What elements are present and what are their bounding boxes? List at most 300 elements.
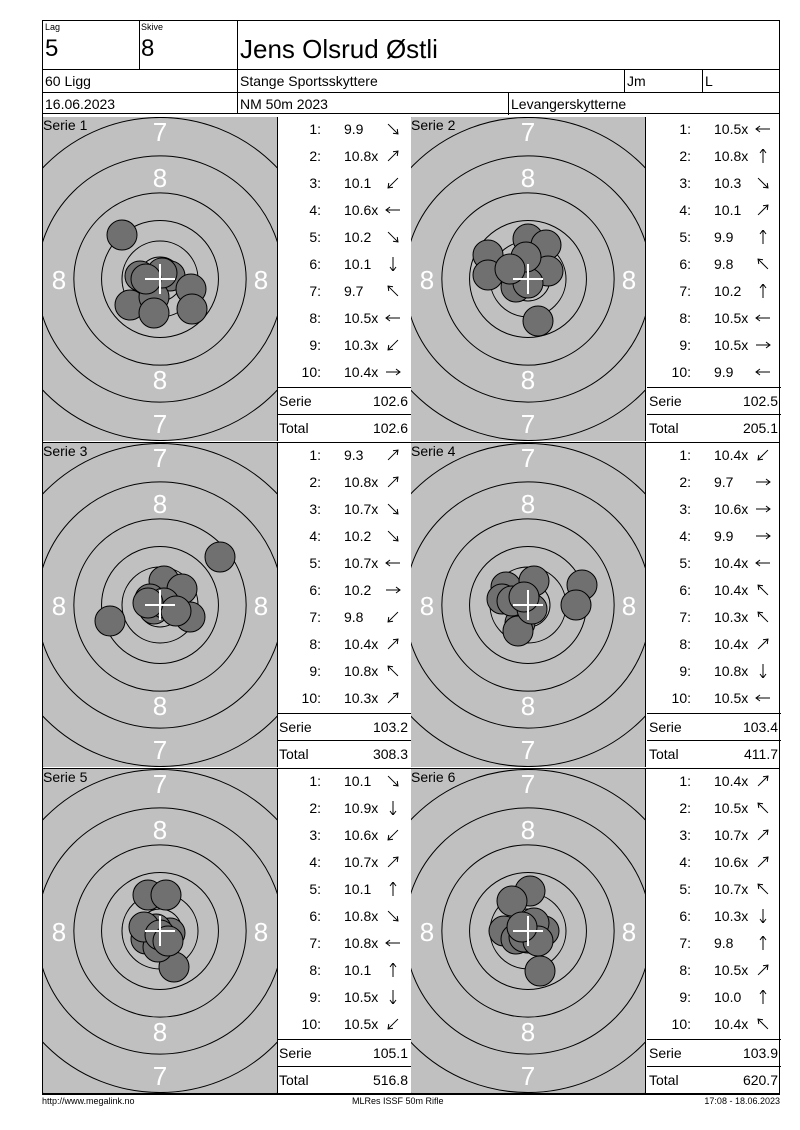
shot-value: 10.6x — [344, 827, 379, 843]
direction-arrow-icon — [754, 365, 772, 379]
shot-value: 10.7x — [714, 827, 749, 843]
shot-value: 10.2 — [344, 528, 372, 544]
shot-number: 4: — [309, 854, 321, 870]
series-title: Serie 1 — [43, 117, 88, 133]
shot-number: 10: — [671, 690, 691, 706]
shot-value: 10.2 — [344, 582, 372, 598]
shot-value: 9.3 — [344, 447, 364, 463]
shot-value: 10.4x — [344, 636, 379, 652]
direction-arrow-icon — [754, 529, 772, 543]
direction-arrow-icon — [384, 855, 402, 869]
organizer: Levangerskytterne — [511, 96, 627, 112]
shot-value: 10.3x — [714, 908, 749, 924]
shot-number: 1: — [309, 773, 321, 789]
direction-arrow-icon — [384, 637, 402, 651]
ring-number: 8 — [253, 917, 269, 947]
ring-number: 8 — [419, 265, 435, 295]
direction-arrow-icon — [754, 691, 772, 705]
shot-value: 9.9 — [714, 229, 734, 245]
serie-sum-value: 105.1 — [372, 1045, 408, 1061]
divider — [645, 443, 646, 767]
shot-list-1 — [277, 117, 411, 441]
shot-row — [647, 225, 781, 252]
direction-arrow-icon — [384, 1017, 402, 1031]
shot-row — [647, 252, 781, 279]
shot-row — [277, 551, 411, 578]
shot-value: 10.4x — [714, 582, 749, 598]
shot-number: 7: — [679, 935, 691, 951]
divider — [645, 117, 646, 441]
shot-number: 4: — [679, 854, 691, 870]
direction-arrow-icon — [384, 257, 402, 271]
date: 16.06.2023 — [45, 96, 116, 112]
direction-arrow-icon — [754, 176, 772, 190]
shot-number: 5: — [309, 881, 321, 897]
shot-value: 9.8 — [344, 609, 364, 625]
ring-number: 8 — [152, 1017, 168, 1047]
shot-row — [647, 198, 781, 225]
total-label: Total — [649, 1072, 679, 1088]
direction-arrow-icon — [754, 149, 772, 163]
direction-arrow-icon — [754, 230, 772, 244]
shot-number: 7: — [679, 609, 691, 625]
total-value: 308.3 — [372, 746, 408, 762]
shot-row — [277, 306, 411, 333]
shot-list-4 — [647, 443, 781, 767]
serie-sum-row — [647, 1039, 781, 1065]
direction-arrow-icon — [384, 230, 402, 244]
ring-number: 8 — [520, 365, 536, 395]
ring-number: 7 — [152, 1061, 168, 1091]
shot-value: 9.7 — [344, 283, 364, 299]
shot-row — [647, 443, 781, 470]
shot-row — [277, 659, 411, 686]
class: Jm — [627, 73, 646, 89]
shot-number: 10: — [301, 690, 321, 706]
shot-value: 10.9x — [344, 800, 379, 816]
shot-number: 8: — [309, 310, 321, 326]
skive-value: 8 — [141, 35, 155, 62]
shot-number: 3: — [309, 827, 321, 843]
ring-number: 8 — [621, 917, 637, 947]
total-label: Total — [279, 420, 309, 436]
serie-sum-label: Serie — [279, 1045, 312, 1061]
shot-row — [277, 632, 411, 659]
ring-number: 8 — [51, 917, 67, 947]
shot-row — [647, 985, 781, 1012]
shot-value: 10.0 — [714, 989, 742, 1005]
shot-row — [647, 117, 781, 144]
shot-value: 10.3x — [714, 609, 749, 625]
shot-value: 10.7x — [344, 555, 379, 571]
direction-arrow-icon — [384, 203, 402, 217]
serie-sum-value: 102.5 — [742, 393, 778, 409]
shot-value: 10.5x — [344, 1016, 379, 1032]
shot-row — [647, 551, 781, 578]
shot-value: 10.5x — [344, 310, 379, 326]
skive-label: Skive — [141, 22, 164, 32]
shot-value: 10.4x — [714, 1016, 749, 1032]
shot-value: 10.7x — [344, 854, 379, 870]
shot-row — [277, 470, 411, 497]
shot-row — [647, 931, 781, 958]
ring-number: 8 — [253, 265, 269, 295]
series-title: Serie 3 — [43, 443, 88, 459]
serie-sum-label: Serie — [649, 1045, 682, 1061]
shot-number: 3: — [309, 175, 321, 191]
shot-row — [647, 279, 781, 306]
shot-value: 10.6x — [344, 202, 379, 218]
shot-hole — [177, 294, 207, 324]
direction-arrow-icon — [384, 936, 402, 950]
shot-row — [647, 659, 781, 686]
ring-number: 8 — [621, 265, 637, 295]
shot-number: 6: — [309, 582, 321, 598]
serie-sum-row — [647, 387, 781, 413]
shot-hole — [509, 582, 539, 612]
ring-number: 8 — [152, 163, 168, 193]
shot-value: 10.8x — [714, 663, 749, 679]
total-row — [277, 414, 411, 440]
shot-value: 10.8x — [344, 148, 379, 164]
shot-number: 8: — [679, 310, 691, 326]
shot-value: 10.8x — [344, 935, 379, 951]
serie-sum-label: Serie — [649, 393, 682, 409]
shot-row — [277, 904, 411, 931]
shot-value: 10.8x — [344, 908, 379, 924]
header — [42, 20, 780, 114]
shot-value: 9.8 — [714, 256, 734, 272]
shot-row — [277, 605, 411, 632]
discipline: 60 Ligg — [45, 73, 91, 89]
total-value: 411.7 — [744, 746, 778, 762]
ring-number: 7 — [520, 117, 536, 147]
shot-number: 5: — [309, 229, 321, 245]
shot-value: 10.3x — [344, 337, 379, 353]
shot-value: 10.4x — [714, 555, 749, 571]
total-row — [647, 414, 781, 440]
shot-row — [647, 306, 781, 333]
event: NM 50m 2023 — [240, 96, 328, 112]
direction-arrow-icon — [754, 963, 772, 977]
shot-value: 10.5x — [714, 121, 749, 137]
direction-arrow-icon — [384, 284, 402, 298]
ring-number: 8 — [419, 917, 435, 947]
shot-value: 10.1 — [344, 962, 372, 978]
shooter-name: Jens Olsrud Østli — [240, 34, 438, 64]
shot-value: 10.8x — [714, 148, 749, 164]
target-3 — [43, 443, 277, 767]
ring-number: 8 — [51, 591, 67, 621]
ring-number: 8 — [520, 163, 536, 193]
footer-software: MLRes ISSF 50m Rifle — [352, 1096, 444, 1106]
ring-number: 8 — [51, 265, 67, 295]
shot-value: 10.8x — [344, 663, 379, 679]
direction-arrow-icon — [754, 882, 772, 896]
direction-arrow-icon — [754, 936, 772, 950]
shot-row — [647, 877, 781, 904]
shot-number: 9: — [679, 989, 691, 1005]
total-value: 102.6 — [372, 420, 408, 436]
shot-value: 10.3x — [344, 690, 379, 706]
shot-hole — [561, 590, 591, 620]
shot-number: 3: — [679, 175, 691, 191]
shot-number: 1: — [309, 121, 321, 137]
direction-arrow-icon — [384, 801, 402, 815]
serie-sum-value: 102.6 — [372, 393, 408, 409]
target-4 — [411, 443, 645, 767]
shot-row — [277, 360, 411, 387]
shot-value: 10.4x — [344, 364, 379, 380]
shot-row — [277, 1012, 411, 1039]
series-title: Serie 4 — [411, 443, 456, 459]
serie-sum-row — [647, 713, 781, 739]
shot-row — [277, 769, 411, 796]
shot-number: 6: — [679, 908, 691, 924]
direction-arrow-icon — [384, 774, 402, 788]
shot-value: 9.9 — [714, 364, 734, 380]
ring-number: 7 — [152, 735, 168, 765]
shot-row — [277, 443, 411, 470]
shot-row — [647, 1012, 781, 1039]
shot-row — [647, 144, 781, 171]
total-row — [277, 740, 411, 766]
shot-number: 8: — [679, 962, 691, 978]
shot-value: 10.4x — [714, 773, 749, 789]
shot-number: 1: — [679, 773, 691, 789]
direction-arrow-icon — [384, 176, 402, 190]
shot-number: 10: — [671, 1016, 691, 1032]
ring-number: 7 — [520, 1061, 536, 1091]
shot-hole — [133, 588, 163, 618]
lag-label: Lag — [45, 22, 61, 32]
shot-number: 1: — [679, 447, 691, 463]
shot-number: 9: — [309, 989, 321, 1005]
shot-value: 10.5x — [714, 962, 749, 978]
shot-row — [277, 958, 411, 985]
shot-row — [277, 877, 411, 904]
shot-hole — [107, 220, 137, 250]
shot-row — [647, 904, 781, 931]
direction-arrow-icon — [754, 637, 772, 651]
direction-arrow-icon — [754, 1017, 772, 1031]
direction-arrow-icon — [754, 774, 772, 788]
direction-arrow-icon — [754, 855, 772, 869]
shot-number: 2: — [679, 148, 691, 164]
total-row — [277, 1066, 411, 1092]
series-title: Serie 5 — [43, 769, 88, 785]
total-row — [647, 1066, 781, 1092]
shot-value: 10.5x — [714, 337, 749, 353]
shot-row — [647, 360, 781, 387]
shot-number: 9: — [679, 337, 691, 353]
total-label: Total — [279, 1072, 309, 1088]
shot-hole — [507, 912, 537, 942]
ring-number: 8 — [520, 1017, 536, 1047]
shot-number: 10: — [301, 1016, 321, 1032]
shot-row — [647, 605, 781, 632]
shot-value: 10.1 — [344, 256, 372, 272]
shot-number: 7: — [309, 283, 321, 299]
direction-arrow-icon — [384, 529, 402, 543]
shot-row — [277, 931, 411, 958]
direction-arrow-icon — [754, 909, 772, 923]
shot-number: 5: — [679, 881, 691, 897]
serie-sum-label: Serie — [279, 719, 312, 735]
shot-row — [647, 171, 781, 198]
shot-hole — [95, 606, 125, 636]
shot-row — [277, 144, 411, 171]
target-6 — [411, 769, 645, 1093]
shot-row — [277, 171, 411, 198]
shot-row — [277, 686, 411, 713]
club: Stange Sportsskyttere — [240, 73, 378, 89]
direction-arrow-icon — [754, 610, 772, 624]
shot-hole — [205, 542, 235, 572]
shot-number: 6: — [679, 582, 691, 598]
shot-number: 9: — [309, 663, 321, 679]
shot-row — [647, 524, 781, 551]
ring-number: 8 — [253, 591, 269, 621]
shot-value: 10.7x — [714, 881, 749, 897]
shot-hole — [139, 298, 169, 328]
serie-sum-value: 103.4 — [742, 719, 778, 735]
shot-value: 10.5x — [714, 310, 749, 326]
direction-arrow-icon — [384, 365, 402, 379]
shot-number: 3: — [309, 501, 321, 517]
shot-row — [647, 470, 781, 497]
shot-value: 10.6x — [714, 501, 749, 517]
shot-value: 10.5x — [344, 989, 379, 1005]
shot-row — [647, 497, 781, 524]
shot-row — [277, 279, 411, 306]
shot-number: 7: — [309, 935, 321, 951]
shot-number: 5: — [679, 555, 691, 571]
shot-row — [277, 497, 411, 524]
series-title: Serie 6 — [411, 769, 456, 785]
shot-number: 4: — [679, 202, 691, 218]
shot-hole — [497, 886, 527, 916]
shot-value: 9.8 — [714, 935, 734, 951]
shot-row — [277, 524, 411, 551]
shot-value: 10.8x — [344, 474, 379, 490]
target-1 — [43, 117, 277, 441]
shot-number: 8: — [309, 962, 321, 978]
shot-value: 10.3 — [714, 175, 742, 191]
shot-number: 7: — [679, 283, 691, 299]
direction-arrow-icon — [384, 909, 402, 923]
ring-number: 8 — [621, 591, 637, 621]
shot-number: 4: — [309, 202, 321, 218]
shot-row — [277, 225, 411, 252]
total-label: Total — [279, 746, 309, 762]
total-value: 620.7 — [742, 1072, 778, 1088]
total-label: Total — [649, 746, 679, 762]
shot-value: 10.4x — [714, 636, 749, 652]
divider — [42, 1094, 780, 1095]
ring-number: 7 — [520, 735, 536, 765]
shot-row — [647, 333, 781, 360]
ring-number: 7 — [520, 769, 536, 799]
serie-sum-value: 103.9 — [742, 1045, 778, 1061]
direction-arrow-icon — [384, 610, 402, 624]
serie-sum-label: Serie — [649, 719, 682, 735]
total-value: 516.8 — [372, 1072, 408, 1088]
direction-arrow-icon — [754, 122, 772, 136]
shot-number: 9: — [679, 663, 691, 679]
shot-number: 1: — [309, 447, 321, 463]
shot-number: 5: — [309, 555, 321, 571]
shot-value: 10.7x — [344, 501, 379, 517]
shot-number: 2: — [309, 800, 321, 816]
shot-hole — [523, 306, 553, 336]
direction-arrow-icon — [384, 583, 402, 597]
shot-number: 3: — [679, 827, 691, 843]
shot-value: 10.2 — [344, 229, 372, 245]
direction-arrow-icon — [384, 122, 402, 136]
direction-arrow-icon — [754, 203, 772, 217]
ring-number: 8 — [520, 489, 536, 519]
shot-number: 5: — [679, 229, 691, 245]
shot-list-3 — [277, 443, 411, 767]
direction-arrow-icon — [754, 311, 772, 325]
shot-number: 10: — [671, 364, 691, 380]
shot-number: 6: — [309, 908, 321, 924]
shot-number: 1: — [679, 121, 691, 137]
shot-value: 9.9 — [714, 528, 734, 544]
shot-number: 7: — [309, 609, 321, 625]
shot-number: 4: — [309, 528, 321, 544]
direction-arrow-icon — [384, 828, 402, 842]
shot-row — [277, 578, 411, 605]
total-value: 205.1 — [742, 420, 778, 436]
ring-number: 8 — [152, 691, 168, 721]
ring-number: 8 — [152, 815, 168, 845]
direction-arrow-icon — [384, 475, 402, 489]
total-label: Total — [649, 420, 679, 436]
shot-row — [277, 198, 411, 225]
shot-row — [647, 686, 781, 713]
class-2: L — [705, 73, 713, 89]
direction-arrow-icon — [384, 990, 402, 1004]
direction-arrow-icon — [754, 664, 772, 678]
ring-number: 8 — [520, 691, 536, 721]
shot-row — [647, 958, 781, 985]
shot-row — [277, 252, 411, 279]
ring-number: 8 — [152, 365, 168, 395]
direction-arrow-icon — [384, 338, 402, 352]
shot-number: 2: — [309, 474, 321, 490]
shot-list-5 — [277, 769, 411, 1093]
direction-arrow-icon — [384, 882, 402, 896]
direction-arrow-icon — [384, 448, 402, 462]
shot-number: 6: — [309, 256, 321, 272]
direction-arrow-icon — [754, 475, 772, 489]
shot-value: 10.5x — [714, 800, 749, 816]
shot-value: 10.5x — [714, 690, 749, 706]
shot-value: 10.1 — [344, 773, 372, 789]
direction-arrow-icon — [754, 801, 772, 815]
ring-number: 8 — [152, 489, 168, 519]
ring-number: 8 — [419, 591, 435, 621]
shot-row — [647, 578, 781, 605]
serie-sum-label: Serie — [279, 393, 312, 409]
shot-value: 9.7 — [714, 474, 734, 490]
footer-printed: 17:08 - 18.06.2023 — [704, 1096, 780, 1106]
serie-sum-row — [277, 1039, 411, 1065]
shot-list-2 — [647, 117, 781, 441]
ring-number: 7 — [152, 443, 168, 473]
